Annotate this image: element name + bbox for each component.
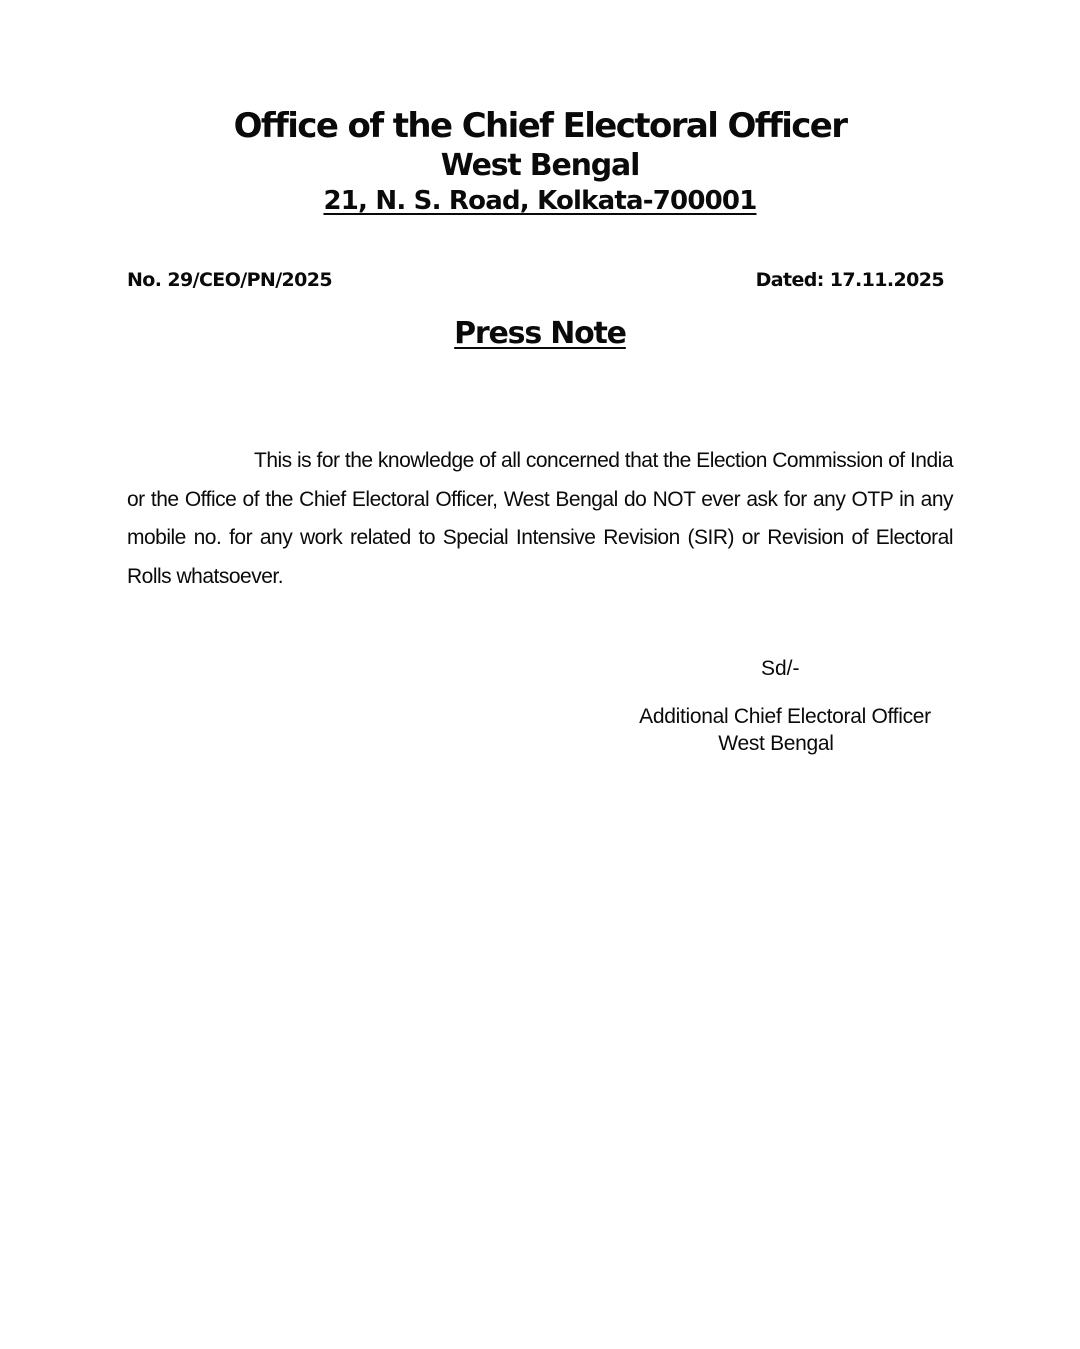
- office-address: [0, 183, 1080, 219]
- office-state: West Bengal: [440, 148, 640, 183]
- document-title: [0, 314, 1080, 354]
- reference-number: No. 29/CEO/PN/2025: [127, 269, 333, 291]
- press-note-body: This is for the knowledge of all concerned that the Election Commission of India or the Office of the Chief Electoral Officer, West Bengal do NOT ever ask for any OTP in any mobile no. for any work related to Special Intensive Revision (SIR) or Revision of Electoral Rolls whatsoever.: [127, 449, 953, 588]
- office-address-text: 21, N. S. Road, Kolkata-700001: [323, 186, 757, 216]
- signature-mark: Sd/-: [761, 657, 800, 680]
- document-title-text: Press Note: [454, 316, 626, 351]
- office-title: Office of the Chief Electoral Officer: [233, 106, 847, 146]
- reference-date: Dated: 17.11.2025: [755, 269, 944, 291]
- signatory-designation: Additional Chief Electoral Officer: [639, 705, 931, 728]
- signatory-state: West Bengal: [718, 732, 834, 755]
